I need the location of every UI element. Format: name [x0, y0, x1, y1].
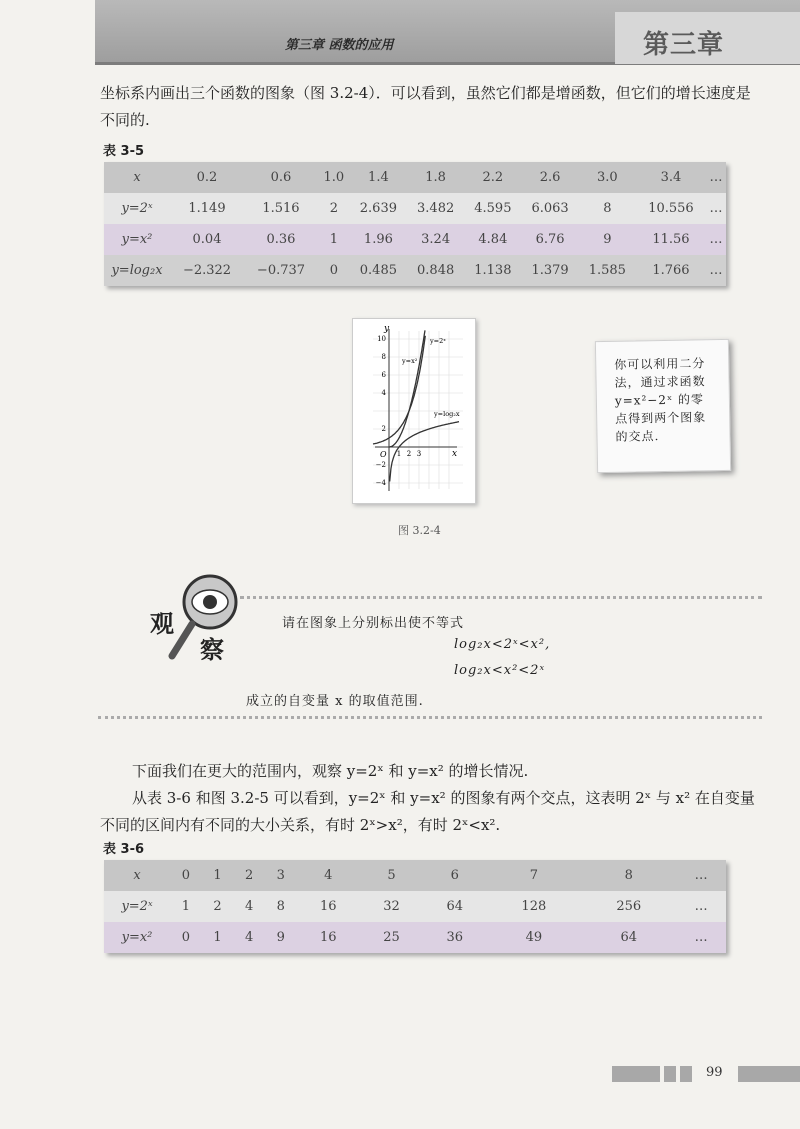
row-header-cell: x	[133, 170, 141, 185]
table-cell: 2	[329, 201, 339, 216]
observe-line-2: 成立的自变量 x 的取值范围.	[246, 694, 424, 709]
x-tick-2: 2	[406, 450, 412, 458]
table-cell: …	[709, 263, 723, 278]
x-tick-1: 1	[396, 450, 402, 458]
table-cell: 11.56	[652, 232, 690, 247]
y-tick-2: 2	[381, 425, 386, 433]
table-cell: 2	[213, 899, 222, 914]
row-header-cell: y=x²	[121, 930, 153, 945]
table-row	[104, 224, 726, 255]
table-cell: 0	[181, 868, 190, 883]
paragraph-growth: 下面我们在更大的范围内，观察 y=2ˣ 和 y=x² 的增长情况.	[132, 762, 529, 780]
table-cell: …	[709, 201, 723, 216]
table-cell: 1.0	[323, 170, 345, 185]
table-cell: …	[709, 170, 723, 185]
table-cell: 1.585	[588, 263, 626, 278]
footer-bar-1	[612, 1066, 660, 1082]
table-cell: 4	[245, 899, 254, 914]
figure-caption: 图 3.2-4	[398, 524, 441, 537]
row-header-cell: y=2ˣ	[121, 899, 153, 914]
table-row	[104, 162, 726, 193]
chapter-header	[95, 0, 800, 65]
observe-badge	[148, 572, 248, 664]
inequality-1: log₂x<2ˣ<x²,	[454, 637, 551, 652]
paragraph-intro: 坐标系内画出三个函数的图象（图 3.2-4）．可以看到，虽然它们都是增函数，但它们的增长速度是不同的.	[100, 84, 751, 129]
origin-label: O	[380, 450, 387, 459]
table-cell: 3.482	[417, 201, 455, 216]
table-cell: 1	[213, 868, 222, 883]
table-cell: 5	[387, 868, 396, 883]
table-cell: 3.0	[596, 170, 618, 185]
table-cell: 49	[525, 930, 543, 945]
table-cell: 8	[603, 201, 612, 216]
observe-char-1: 观	[150, 610, 174, 638]
table-cell: 6.76	[535, 232, 565, 247]
table-cell: 1.138	[474, 263, 512, 278]
table-cell: 1	[181, 899, 190, 914]
table-cell: 1.149	[188, 201, 226, 216]
table-row	[104, 193, 726, 224]
table-cell: 16	[319, 899, 337, 914]
table-cell: 3.24	[421, 232, 451, 247]
table-cell: 1.8	[425, 170, 446, 185]
footer-bar-2	[664, 1066, 676, 1082]
table-cell: 4.595	[474, 201, 512, 216]
table-cell: 9	[276, 930, 285, 945]
side-note-text: 你可以利用二分法，通过求函数 y=x²−2ˣ 的零点得到两个图象的交点.	[614, 356, 707, 444]
row-header-cell: y=2ˣ	[121, 201, 153, 216]
y-tick-neg4: −4	[375, 479, 386, 487]
table-3-6-label: 表 3-6	[103, 842, 145, 857]
table-cell: …	[694, 868, 708, 883]
table-cell: 0.2	[196, 170, 218, 185]
table-cell: 9	[603, 232, 612, 247]
table-cell: 3	[276, 868, 285, 883]
row-header-cell: y=x²	[121, 232, 153, 247]
chapter-subtitle: 第三章 函数的应用	[285, 38, 394, 53]
x-tick-3: 3	[416, 450, 422, 458]
chapter-tab-label: 第三章	[643, 30, 725, 60]
table-cell: 6.063	[531, 201, 569, 216]
table-cell: 25	[383, 930, 400, 945]
table-cell: 1.766	[652, 263, 690, 278]
table-cell: 64	[446, 899, 464, 914]
table-cell: 256	[616, 899, 642, 914]
table-cell: 1.96	[363, 232, 393, 247]
table-cell: 2.6	[539, 170, 561, 185]
table-cell: 1	[213, 930, 222, 945]
row-header-cell: x	[133, 868, 141, 883]
label-log2x: y=log₂x	[434, 410, 460, 418]
y-tick-8: 8	[381, 353, 386, 361]
table-cell: 1.379	[531, 263, 569, 278]
table-cell: 32	[383, 899, 400, 914]
table-cell: 0.848	[417, 263, 455, 278]
observe-line-1: 请在图象上分别标出使不等式	[282, 616, 465, 631]
chapter-tab	[615, 12, 800, 64]
table-row	[104, 891, 726, 922]
table-cell: 36	[446, 930, 464, 945]
table-cell: 0.36	[266, 232, 296, 247]
table-cell: 3.4	[660, 170, 682, 185]
y-tick-6: 6	[381, 371, 386, 379]
observe-char-2: 察	[200, 636, 224, 664]
table-cell: 2	[245, 868, 254, 883]
table-cell: 4.84	[478, 232, 508, 247]
function-graph-figure	[352, 318, 476, 504]
row-header-cell: y=log₂x	[111, 263, 163, 278]
table-cell: 64	[620, 930, 638, 945]
table-cell: −0.737	[256, 263, 306, 278]
table-row	[104, 922, 726, 953]
label-x-squared: y=x²	[402, 357, 418, 365]
table-cell: 0.04	[192, 232, 222, 247]
table-cell: 6	[450, 868, 459, 883]
table-cell: …	[709, 232, 723, 247]
table-cell: 0	[329, 263, 339, 278]
table-row	[104, 255, 726, 286]
page-number: 99	[706, 1065, 723, 1080]
table-cell: 16	[319, 930, 337, 945]
table-3-5	[104, 162, 726, 286]
table-3-6	[104, 860, 726, 953]
observe-bottom-divider	[98, 716, 762, 719]
table-cell: 4	[324, 868, 333, 883]
graph-svg	[353, 319, 475, 503]
y-tick-neg2: −2	[375, 461, 386, 469]
label-2-power-x: y=2ˣ	[430, 337, 447, 345]
table-cell: 0.485	[359, 263, 397, 278]
table-cell: 2.2	[482, 170, 504, 185]
curve-x-squared	[389, 330, 425, 447]
table-cell: 7	[529, 868, 538, 883]
observe-top-divider	[240, 596, 762, 599]
side-note	[595, 339, 731, 473]
y-axis-label: y	[384, 324, 390, 334]
table-3-5-label: 表 3-5	[103, 144, 145, 159]
table-cell: 8	[276, 899, 285, 914]
footer-bar-4	[738, 1066, 800, 1082]
table-cell: …	[694, 899, 708, 914]
table-cell: 1	[329, 232, 339, 247]
table-cell: 10.556	[648, 201, 694, 216]
inequality-2: log₂x<x²<2ˣ	[454, 663, 546, 678]
table-cell: 128	[521, 899, 547, 914]
table-row	[104, 860, 726, 891]
table-cell: 0.6	[270, 170, 292, 185]
table-cell: …	[694, 930, 708, 945]
table-cell: 0	[181, 930, 190, 945]
x-axis-label: x	[452, 449, 458, 459]
table-cell: −2.322	[182, 263, 232, 278]
table-cell: 4	[245, 930, 254, 945]
paragraph-intersection: 从表 3-6 和图 3.2-5 可以看到，y=2ˣ 和 y=x² 的图象有两个交点，这表明 2ˣ 与 x² 在自变量不同的区间内有不同的大小关系，有时 2ˣ>x²，有时 2ˣ<x².	[100, 789, 755, 834]
y-tick-10: 10	[377, 335, 386, 343]
table-cell: 2.639	[359, 201, 397, 216]
table-cell: 1.4	[368, 170, 389, 185]
footer-bar-3	[680, 1066, 692, 1082]
y-tick-4: 4	[381, 389, 386, 397]
table-cell: 8	[624, 868, 633, 883]
table-cell: 1.516	[262, 201, 300, 216]
